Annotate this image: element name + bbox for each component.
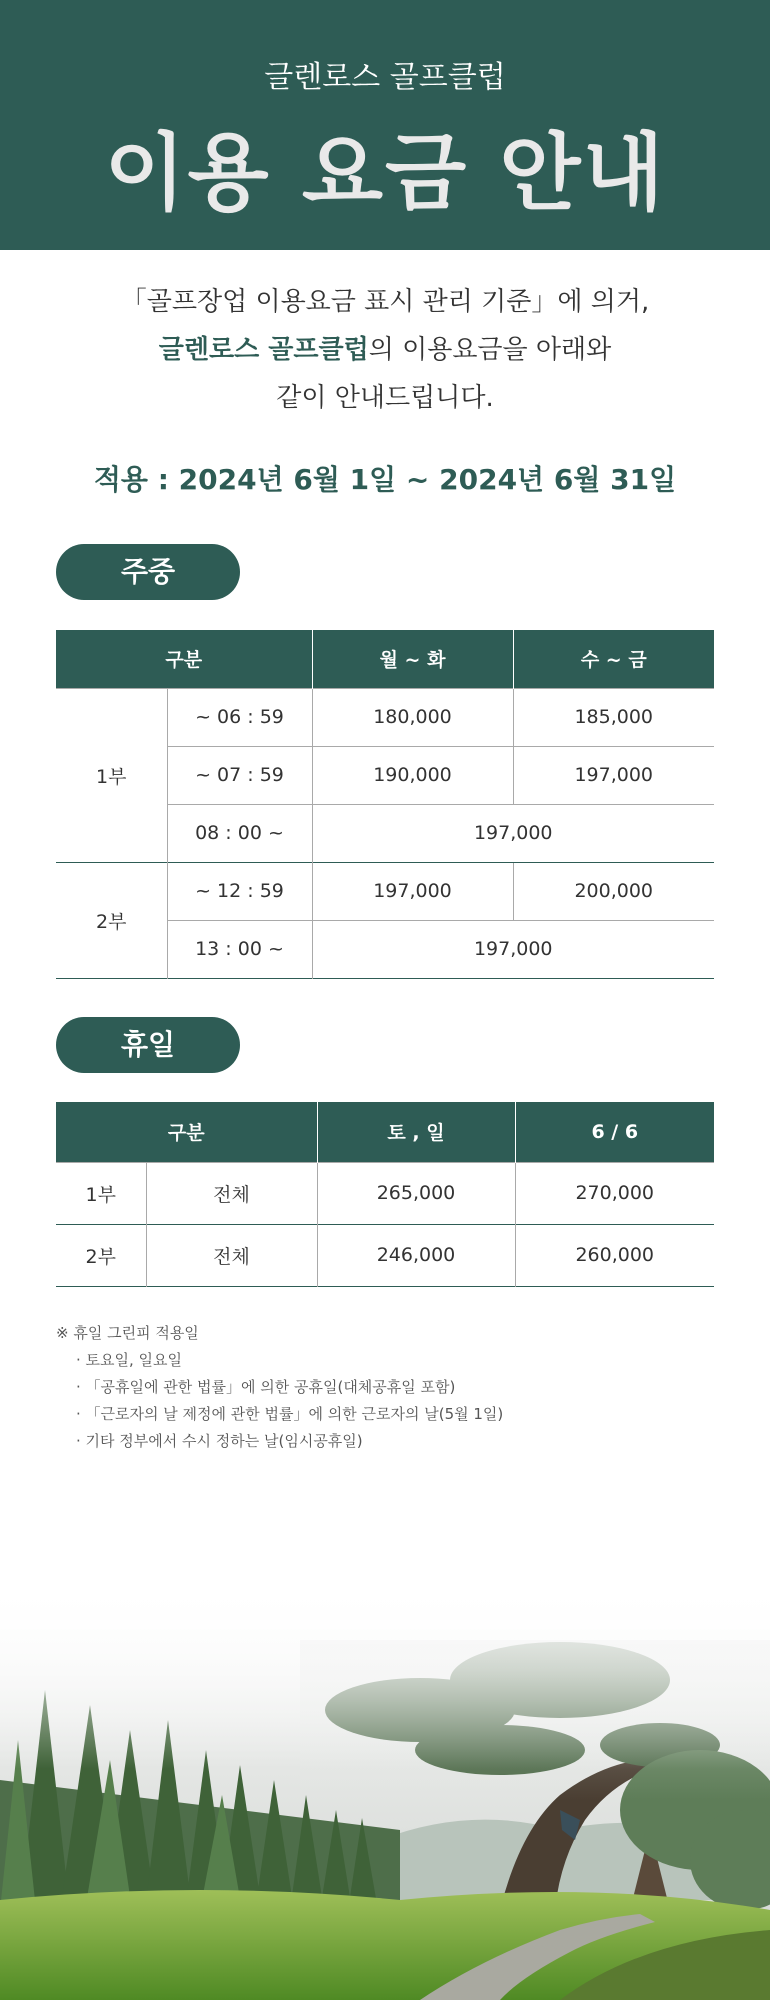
part-label: 2부	[56, 1224, 146, 1286]
weekday-fee-table	[56, 630, 714, 979]
intro-line-1: 「골프장업 이용요금 표시 관리 기준」에 의거,	[120, 287, 650, 317]
table-row	[56, 1224, 714, 1286]
fee-cell: 190,000	[312, 746, 513, 804]
header-banner	[0, 0, 770, 250]
page-title: 이용 요금 안내	[104, 124, 666, 222]
fee-cell: 246,000	[317, 1224, 515, 1286]
time-slot: ~ 07 : 59	[167, 746, 312, 804]
fee-cell-merged: 197,000	[312, 804, 714, 862]
part-label: 1부	[56, 688, 167, 862]
time-slot: 전체	[146, 1224, 317, 1286]
part-label: 2부	[56, 862, 167, 978]
weekday-section-label: 주중	[56, 544, 240, 600]
time-slot: 전체	[146, 1162, 317, 1224]
fee-cell: 260,000	[515, 1224, 714, 1286]
club-name: 글렌로스 골프클럽	[264, 60, 506, 95]
notes-title: ※ 휴일 그린피 적용일	[56, 1324, 199, 1342]
note-item: · 「공휴일에 관한 법률」에 의한 공휴일(대체공휴일 포함)	[76, 1378, 456, 1396]
intro-line-2	[0, 326, 770, 374]
fee-cell: 270,000	[515, 1162, 714, 1224]
fee-cell: 185,000	[513, 688, 714, 746]
fee-cell: 200,000	[513, 862, 714, 920]
holiday-fee-table	[56, 1102, 714, 1287]
header-sat-sun: 토 , 일	[317, 1102, 515, 1162]
table-row	[56, 688, 714, 746]
header-wed-fri: 수 ~ 금	[513, 630, 714, 688]
time-slot: ~ 06 : 59	[167, 688, 312, 746]
time-slot: 13 : 00 ~	[167, 920, 312, 978]
fee-cell: 197,000	[312, 862, 513, 920]
table-header-row	[56, 1102, 714, 1162]
intro-line-2-rest: 의 이용요금을 아래와	[368, 335, 612, 365]
header-mon-tue: 월 ~ 화	[312, 630, 513, 688]
intro-brand: 글렌로스 골프클럽	[158, 335, 369, 365]
holiday-notes	[56, 1320, 503, 1455]
note-item: · 「근로자의 날 제정에 관한 법률」에 의한 근로자의 날(5월 1일)	[76, 1405, 504, 1423]
table-row	[56, 1162, 714, 1224]
intro-text	[0, 278, 770, 422]
header-category: 구분	[56, 630, 312, 688]
holiday-section-label: 휴일	[56, 1017, 240, 1073]
table-header-row	[56, 630, 714, 688]
time-slot: ~ 12 : 59	[167, 862, 312, 920]
header-jun-6: 6 / 6	[515, 1102, 714, 1162]
apply-period: 적용 : 2024년 6월 1일 ~ 2024년 6월 31일	[93, 463, 677, 496]
header-category: 구분	[56, 1102, 317, 1162]
fee-cell: 180,000	[312, 688, 513, 746]
fee-cell: 197,000	[513, 746, 714, 804]
golf-course-image	[0, 1580, 770, 2000]
fee-cell-merged: 197,000	[312, 920, 714, 978]
part-label: 1부	[56, 1162, 146, 1224]
note-item: · 토요일, 일요일	[76, 1351, 183, 1369]
table-row	[56, 862, 714, 920]
time-slot: 08 : 00 ~	[167, 804, 312, 862]
intro-line-3: 같이 안내드립니다.	[276, 383, 494, 413]
note-item: · 기타 정부에서 수시 정하는 날(임시공휴일)	[76, 1432, 363, 1450]
fee-cell: 265,000	[317, 1162, 515, 1224]
